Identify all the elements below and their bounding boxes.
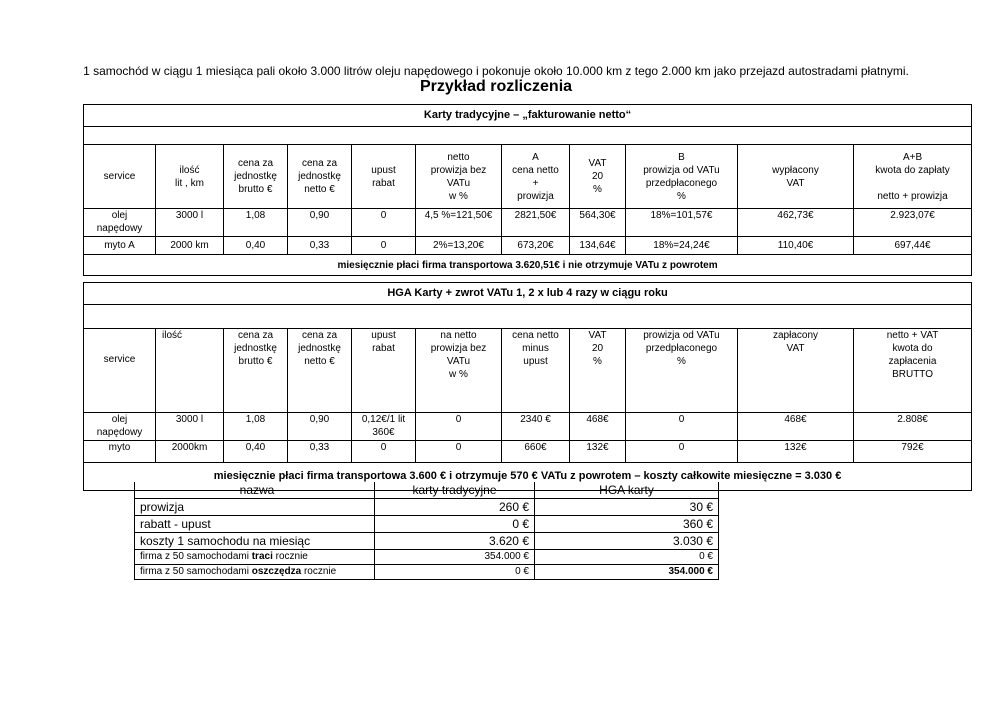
table-cell: 2340 €	[502, 413, 570, 441]
summary-value-traditional: 0 €	[375, 516, 535, 533]
table-cell: 18%=24,24€	[626, 237, 738, 255]
label-suffix: rocznie	[301, 566, 337, 577]
section-title: HGA Karty + zwrot VATu 1, 2 x lub 4 razy w ciągu roku	[84, 283, 972, 305]
table-cell: 134,64€	[570, 237, 626, 255]
section-footer: miesięcznie płaci firma transportowa 3.620,51€ i nie otrzymuje VATu z powrotem	[84, 255, 972, 276]
col-header: zapłacony VAT	[738, 329, 854, 413]
col-header: upust rabat	[352, 145, 416, 209]
col-header: netto + VAT kwota do zapłacenia BRUTTO	[854, 329, 972, 413]
table-cell: 0	[352, 209, 416, 237]
col-header: service	[84, 145, 156, 209]
savings-value: 354.000 €	[668, 566, 713, 577]
summary-header-name: nazwa	[135, 482, 375, 499]
col-header: B prowizja od VATu przedpłaconego %	[626, 145, 738, 209]
table-cell: 0	[416, 441, 502, 463]
intro-text: 1 samochód w ciągu 1 miesiąca pali około 3.000 litrów oleju napędowego i pokonuje około 10.000 km z tego 2.000 km jako przejazd autostradami płatnymi.	[83, 64, 909, 78]
col-header: VAT 20 %	[570, 329, 626, 413]
hga-cards-table	[83, 282, 972, 491]
col-header: VAT 20 %	[570, 145, 626, 209]
col-header: upust rabat	[352, 329, 416, 413]
table-cell: 0	[626, 441, 738, 463]
table-cell: 1,08	[224, 413, 288, 441]
summary-row-label: rabatt - upust	[135, 516, 375, 533]
summary-header-hga: HGA karty	[535, 482, 719, 499]
table-cell: 1,08	[224, 209, 288, 237]
col-header: ilość lit , km	[156, 145, 224, 209]
table-cell: 0,40	[224, 237, 288, 255]
col-header: cena za jednostkę netto €	[288, 329, 352, 413]
col-header: cena za jednostkę brutto €	[224, 145, 288, 209]
table-cell: 468€	[738, 413, 854, 441]
table-cell: 4,5 %=121,50€	[416, 209, 502, 237]
table-cell: 132€	[570, 441, 626, 463]
page-title: Przykład rozliczenia	[419, 78, 573, 95]
table-cell: olej napędowy	[84, 209, 156, 237]
table-cell: 2000km	[156, 441, 224, 463]
table-cell: 660€	[502, 441, 570, 463]
col-header: A+B kwota do zapłaty netto + prowizja	[854, 145, 972, 209]
traditional-cards-table	[83, 104, 972, 276]
table-cell: 0,90	[288, 209, 352, 237]
col-header: na netto prowizja bez VATu w %	[416, 329, 502, 413]
summary-value-traditional: 3.620 €	[375, 533, 535, 550]
summary-value-hga: 0 €	[535, 550, 719, 565]
col-header: cena netto minus upust	[502, 329, 570, 413]
table-cell: 0,33	[288, 441, 352, 463]
label-suffix: rocznie	[272, 551, 308, 562]
table-cell: 0,33	[288, 237, 352, 255]
table-cell: 2000 km	[156, 237, 224, 255]
table-cell: 0	[416, 413, 502, 441]
summary-header-traditional: karty tradycyjne	[375, 482, 535, 499]
table-cell: 3000 l	[156, 209, 224, 237]
summary-value-hga	[535, 565, 719, 580]
table-cell: 564,30€	[570, 209, 626, 237]
section-footer: miesięcznie płaci firma transportowa 3.600 € i otrzymuje 570 € VATu z powrotem – koszty całkowite miesięczne = 3.030 €	[84, 463, 972, 491]
table-cell: myto	[84, 441, 156, 463]
table-cell: 132€	[738, 441, 854, 463]
summary-row-label: prowizja	[135, 499, 375, 516]
summary-value-hga: 3.030 €	[535, 533, 719, 550]
table-cell: 0	[352, 441, 416, 463]
label-emphasis: traci	[251, 551, 273, 562]
table-cell: 2.808€	[854, 413, 972, 441]
col-header: service	[84, 329, 156, 413]
col-header: prowizja od VATu przedpłaconego %	[626, 329, 738, 413]
label-emphasis: oszczędza	[251, 566, 302, 577]
table-cell: olej napędowy	[84, 413, 156, 441]
label-prefix: firma z 50 samochodami	[140, 551, 252, 562]
table-cell: 3000 l	[156, 413, 224, 441]
summary-row-label-loses	[135, 550, 375, 565]
col-header: A cena netto + prowizja	[502, 145, 570, 209]
summary-value-hga: 30 €	[535, 499, 719, 516]
summary-row-label: koszty 1 samochodu na miesiąc	[135, 533, 375, 550]
table-cell: myto A	[84, 237, 156, 255]
summary-value-traditional: 354.000 €	[375, 550, 535, 565]
col-header: cena za jednostkę brutto €	[224, 329, 288, 413]
col-header: wypłacony VAT	[738, 145, 854, 209]
summary-table	[134, 482, 719, 580]
table-cell: 462,73€	[738, 209, 854, 237]
table-cell: 0	[626, 413, 738, 441]
label-prefix: firma z 50 samochodami	[140, 566, 252, 577]
table-cell: 468€	[570, 413, 626, 441]
table-cell: 2%=13,20€	[416, 237, 502, 255]
table-cell: 0,12€/1 lit 360€	[352, 413, 416, 441]
summary-value-hga: 360 €	[535, 516, 719, 533]
table-cell: 2821,50€	[502, 209, 570, 237]
summary-value-traditional: 260 €	[375, 499, 535, 516]
table-cell: 2.923,07€	[854, 209, 972, 237]
col-header: netto prowizja bez VATu w %	[416, 145, 502, 209]
section-title: Karty tradycyjne – „fakturowanie netto“	[84, 105, 972, 127]
col-header: ilość	[156, 329, 224, 413]
table-cell: 18%=101,57€	[626, 209, 738, 237]
table-cell: 0,90	[288, 413, 352, 441]
table-cell: 0,40	[224, 441, 288, 463]
table-cell: 110,40€	[738, 237, 854, 255]
col-header: cena za jednostkę netto €	[288, 145, 352, 209]
table-cell: 792€	[854, 441, 972, 463]
table-cell: 673,20€	[502, 237, 570, 255]
table-cell: 0	[352, 237, 416, 255]
table-cell: 697,44€	[854, 237, 972, 255]
summary-value-traditional: 0 €	[375, 565, 535, 580]
summary-row-label-saves	[135, 565, 375, 580]
